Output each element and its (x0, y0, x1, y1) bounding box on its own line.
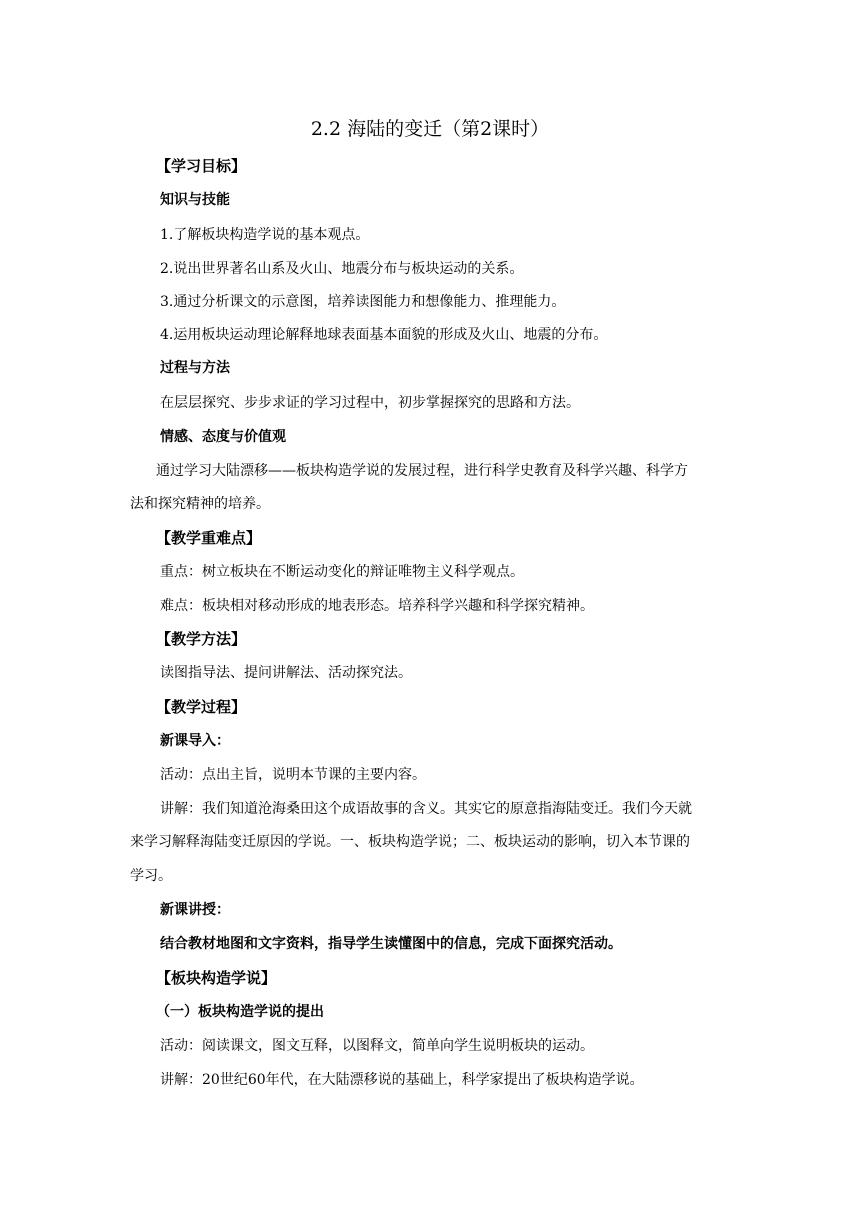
teaching-process-heading: 【教学过程】 (156, 698, 247, 716)
knowledge-item: 1.了解板块构造学说的基本观点。 (160, 227, 370, 243)
guide-text: 结合教材地图和文字资料，指导学生读懂图中的信息，完成下面探究活动。 (160, 936, 622, 952)
key-point: 重点：树立板块在不断运动变化的辩证唯物主义科学观点。 (160, 564, 524, 580)
knowledge-item: 3.通过分析课文的示意图，培养读图能力和想像能力、推理能力。 (160, 294, 566, 310)
new-lesson-heading: 新课讲授： (160, 902, 230, 918)
intro-explain-line: 学习。 (130, 868, 172, 884)
plate-explain: 讲解：20世纪60年代，在大陆漂移说的基础上，科学家提出了板块构造学说。 (160, 1072, 644, 1088)
process-text: 在层层探究、步步求证的学习过程中，初步掌握探究的思路和方法。 (160, 395, 580, 411)
difficult-point: 难点：板块相对移动形成的地表形态。培养科学兴趣和科学探究精神。 (160, 598, 594, 614)
knowledge-item: 4.运用板块运动理论解释地球表面基本面貌的形成及火山、地震的分布。 (160, 327, 608, 343)
methods-text: 读图指导法、提问讲解法、活动探究法。 (160, 665, 412, 681)
methods-heading: 【教学方法】 (156, 630, 247, 648)
key-points-heading: 【教学重难点】 (156, 529, 262, 547)
intro-explain-line: 来学习解释海陆变迁原因的学说。一、板块构造学说；二、板块运动的影响，切入本节课的 (130, 834, 690, 850)
intro-heading: 新课导入： (160, 733, 230, 749)
process-heading: 过程与方法 (160, 360, 230, 376)
emotion-text-line: 法和探究精神的培养。 (130, 496, 270, 512)
plate-activity: 活动：阅读课文，图文互释，以图释文，简单向学生说明板块的运动。 (160, 1038, 594, 1054)
knowledge-heading: 知识与技能 (160, 192, 230, 208)
emotion-heading: 情感、态度与价值观 (160, 429, 286, 445)
objectives-heading: 【学习目标】 (156, 157, 247, 175)
page-title: 2.2 海陆的变迁（第2课时） (310, 118, 550, 140)
plate-sub-heading: （一）板块构造学说的提出 (156, 1004, 324, 1020)
knowledge-item: 2.说出世界著名山系及火山、地震分布与板块运动的关系。 (160, 261, 524, 277)
plate-heading: 【板块构造学说】 (156, 969, 277, 987)
intro-explain-line: 讲解：我们知道沧海桑田这个成语故事的含义。其实它的原意指海陆变迁。我们今天就 (160, 801, 692, 817)
emotion-text-line: 通过学习大陆漂移——板块构造学说的发展过程，进行科学史教育及科学兴趣、科学方 (156, 463, 688, 479)
intro-activity: 活动：点出主旨，说明本节课的主要内容。 (160, 767, 426, 783)
